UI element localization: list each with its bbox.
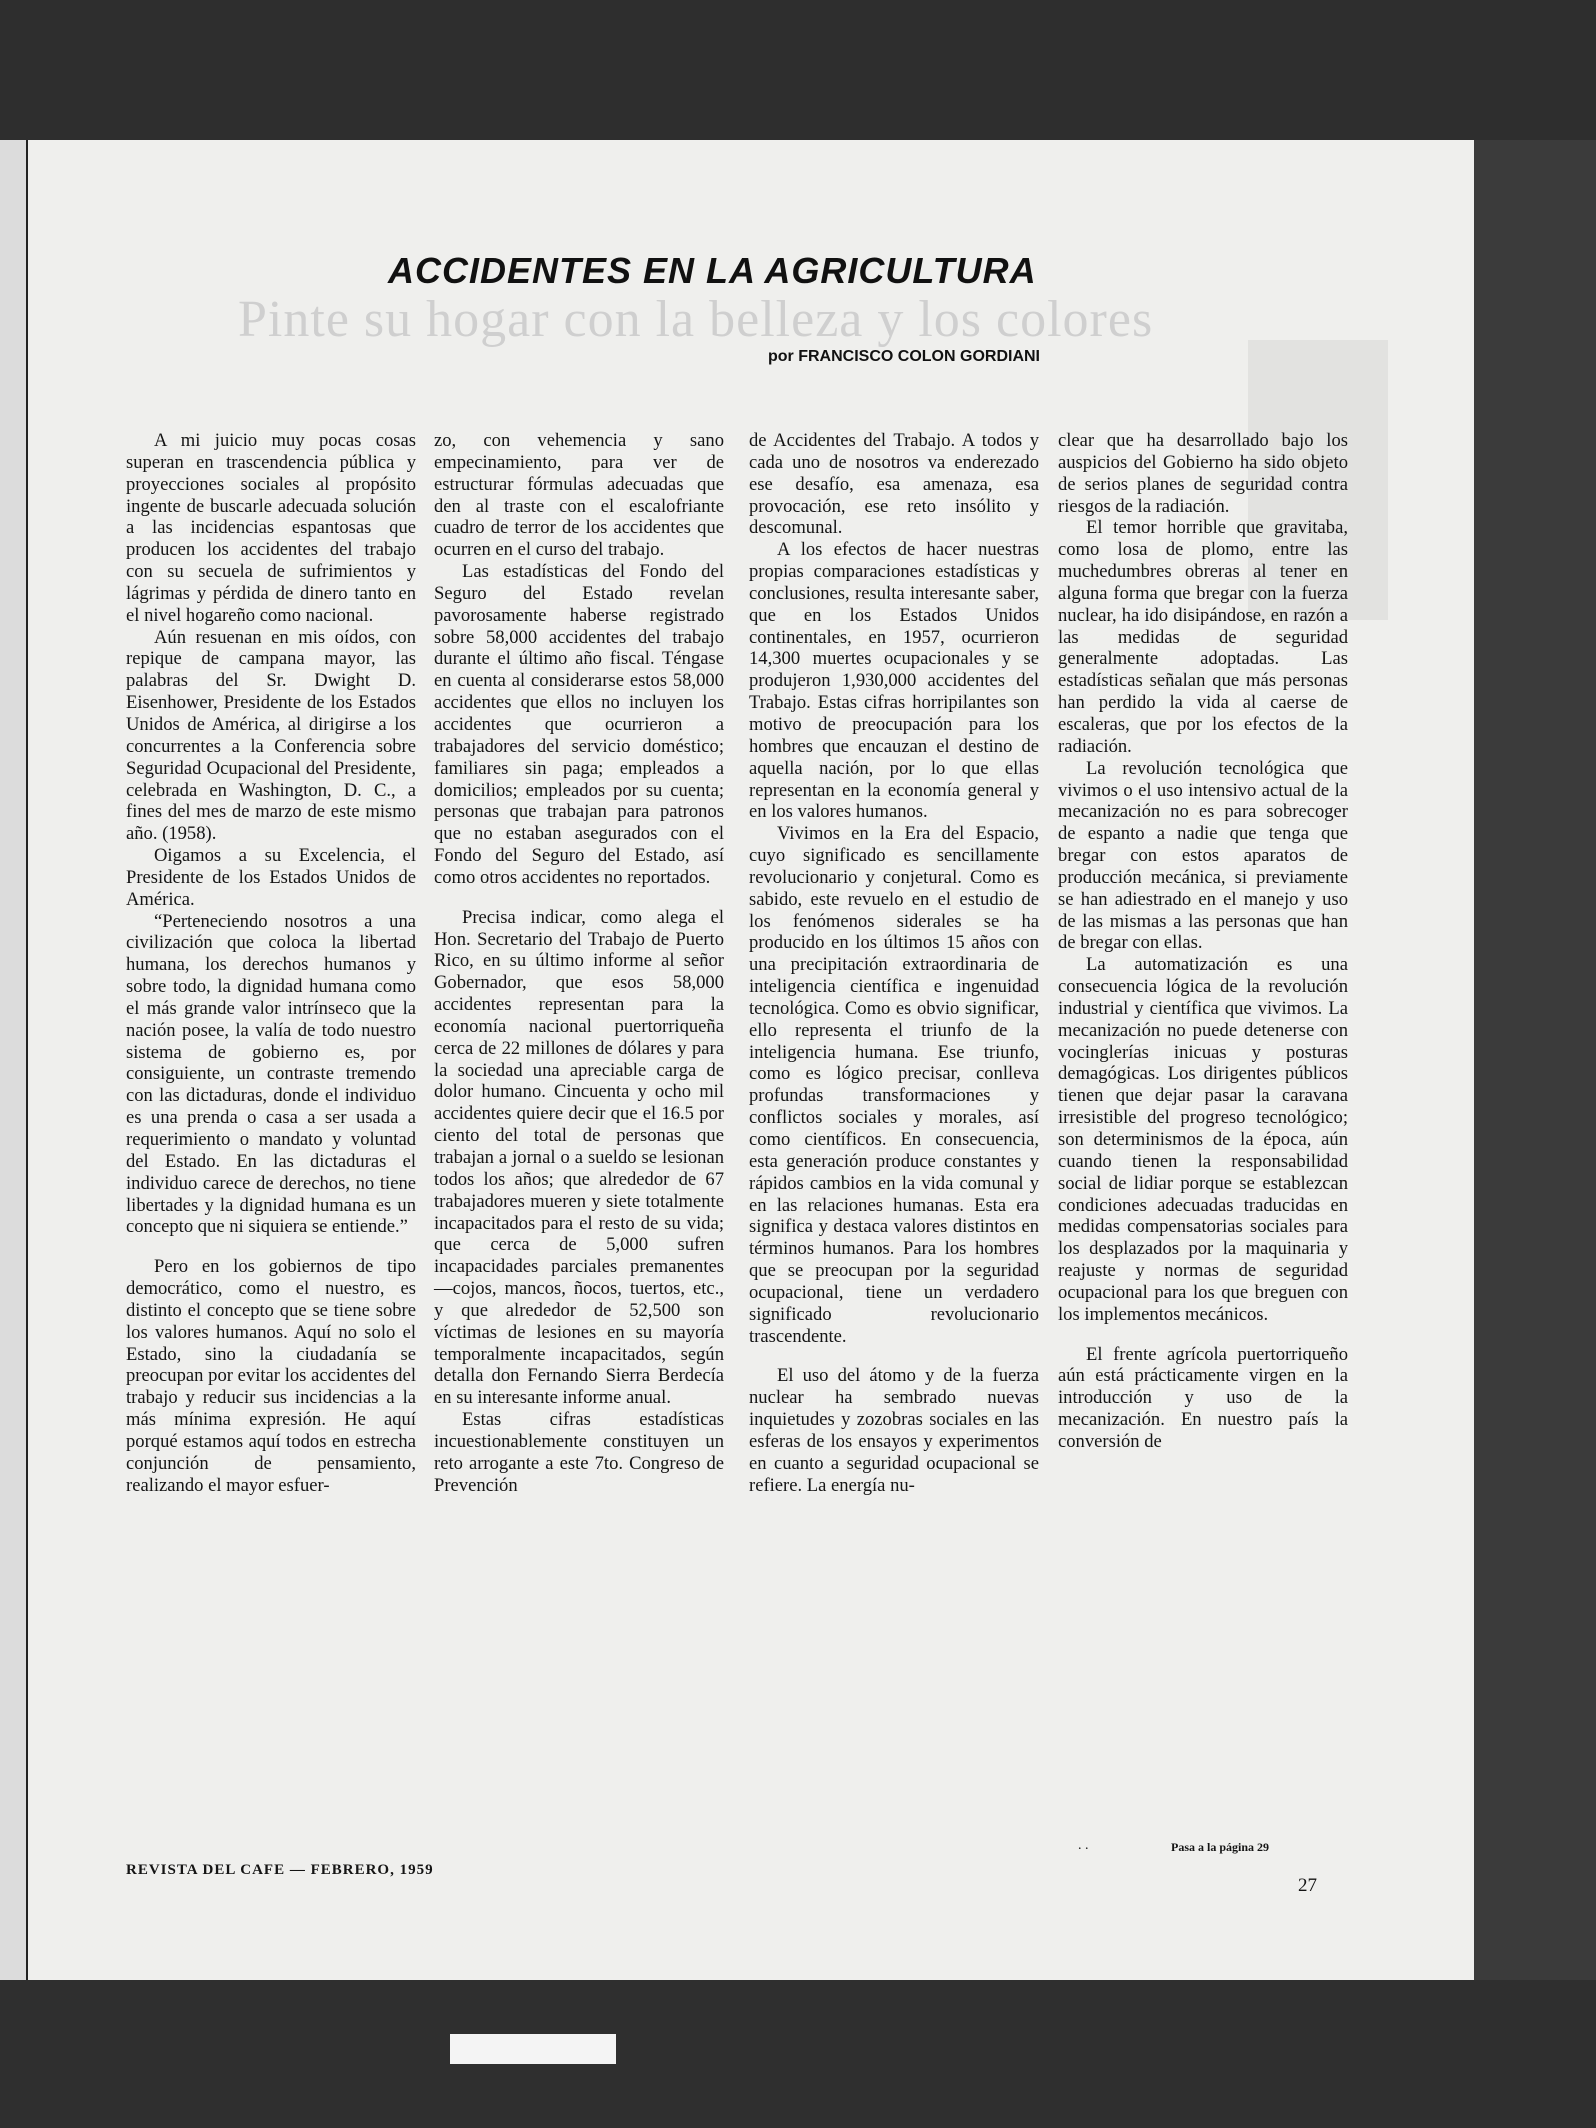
paragraph: Precisa indicar, como alega el Hon. Secretario del Trabajo de Puerto Rico, en su último informe al señor Gobernador, que esos 58,000 accidentes representan para la economía nacional puertorriqueña cerca de 22 millones de dólares y para la sociedad una apreciable carga de dolor humano. Cincuenta y ocho mil accidentes quiere decir que el 16.5 por ciento del total de personas que trabajan a jornal o a sueldo se lesionan todos los años; que alrededor de 67 trabajadores mueren y siete totalmente incapacitados para el resto de su vida; que cerca de 5,000 sufren incapacidades parciales premanentes —cojos, mancos, ñocos, tuertos, etc., y que alrededor de 52,500 son víctimas de lesiones en su mayoría temporalmente incapacitados, según detalla don Fernando Sierra Berdecía en su interesante informe anual. [434, 906, 724, 1409]
text-column-1 [126, 430, 416, 1497]
paragraph: Pero en los gobiernos de tipo democrático, como el nuestro, es distinto el concepto que se tiene sobre los valores humanos. Aquí no solo el Estado, sino la ciudadanía se preocupan por evitar los accidentes del trabajo y reducir sus incidencias a la más mínima expresión. He aquí porqué estamos aquí todos en estrecha conjunción de pensamiento, realizando el mayor esfuer- [126, 1256, 416, 1496]
paragraph: El temor horrible que gravitaba, como losa de plomo, entre las muchedumbres obreras al tener en alguna forma que bregar con la fuerza nuclear, ha ido disipándose, en razón a las medidas de seguridad generalmente adoptadas. Las estadísticas señalan que más personas han perdido la vida al caerse de escaleras, que por los efectos de la radiación. [1058, 517, 1348, 757]
paragraph: zo, con vehemencia y sano empecinamiento, para ver de estructurar fórmulas adecuadas que den al traste con el escalofriante cuadro de terror de los accidentes que ocurren en el curso del trabajo. [434, 430, 724, 561]
text-column-2 [434, 430, 724, 1497]
text-column-3 [749, 430, 1039, 1497]
publication-footer: REVISTA DEL CAFE — FEBRERO, 1959 [126, 1862, 434, 1878]
paragraph: Estas cifras estadísticas incuestionablemente constituyen un reto arrogante a este 7to. Congreso de Prevención [434, 1409, 724, 1496]
paragraph: clear que ha desarrollado bajo los auspicios del Gobierno ha sido objeto de serios planes de seguridad contra riesgos de la radiación. [1058, 430, 1348, 517]
paragraph: de Accidentes del Trabajo. A todos y cada uno de nosotros va enderezado ese desafío, esa amenaza, esa provocación, ese reto insólito y descomunal. [749, 430, 1039, 539]
article-title: ACCIDENTES EN LA AGRICULTURA [388, 250, 1037, 291]
paragraph: Aún resuenan en mis oídos, con repique de campana mayor, las palabras del Sr. Dwight D. Eisenhower, Presidente de los Estados Unidos de América, al dirigirse a los concurrentes a la Conferencia sobre Seguridad Ocupacional del Presidente, celebrada en Washington, D. C., a fines del mes de marzo de este mismo año. (1958). [126, 626, 416, 845]
paragraph: “Perteneciendo nosotros a una civilización que coloca la libertad humana, los derechos humanos y sobre todo, la dignidad humana como el más grande valor intrínseco que la nación posee, la valía de todo nuestro sistema de gobierno es, por consiguiente, un contraste tremendo con las dictaduras, donde el individuo es una prenda o casa a ser usada a requerimiento o mandato y voluntad del Estado. En las dictaduras el individuo carece de derechos, no tiene libertades y la dignidad humana es un concepto que ni siquiera se entiende.” [126, 910, 416, 1238]
paragraph: La automatización es una consecuencia lógica de la revolución industrial y científica que vivimos. La mecanización no puede detenerse con vocinglerías inicuas y posturas demagógicas. Los dirigentes públicos tienen que dejar pasar la caravana irresistible del progreso tecnológico; son determinismos de la época, aún cuando tienen la responsabilidad social de lidiar porque se establezcan condiciones adecuadas traducidas en medidas compensatorias sociales para los desplazados por la maquinaria y reajuste y normas de seguridad ocupacional para los que breguen con los implementos mecánicos. [1058, 954, 1348, 1325]
paragraph: Oigamos a su Excelencia, el Presidente de los Estados Unidos de América. [126, 845, 416, 910]
show-through-text: Pinte su hogar con la belleza y los colores [238, 291, 1154, 348]
magazine-page [28, 140, 1474, 1980]
paragraph: El frente agrícola puertorriqueño aún está prácticamente virgen en la introducción y uso de la mecanización. En nuestro país la conversión de [1058, 1343, 1348, 1452]
text-column-4 [1058, 430, 1348, 1453]
blank-label [450, 2034, 616, 2064]
scan-background-right [1474, 140, 1596, 1980]
scan-background-top [0, 0, 1596, 140]
article-byline: por FRANCISCO COLON GORDIANI [768, 348, 1040, 365]
paragraph: La revolución tecnológica que vivimos o el uso intensivo actual de la mecanización no es para sobrecoger de espanto a nadie que tenga que bregar con estos aparatos de producción mecánica, si previamente se han adiestrado en el manejo y uso de las mismas a las personas que han de bregar con ellas. [1058, 757, 1348, 954]
paragraph: A los efectos de hacer nuestras propias comparaciones estadísticas y conclusiones, resulta interesante saber, que en los Estados Unidos continentales, en 1957, ocurrieron 14,300 muertes ocupacionales y se produjeron 1,930,000 accidentes del Trabajo. Estas cifras horripilantes son motivo de preocupación para los hombres que encauzan el destino de aquella nación, por lo que ellas representan en la economía general y en los valores humanos. [749, 539, 1039, 823]
page-number: 27 [1298, 1875, 1317, 1896]
paragraph: Vivimos en la Era del Espacio, cuyo significado es sencillamente revolucionario y conjetural. Como es sabido, este revuelo en el estudio de los fenómenos siderales se ha producido en los últimos 15 años con una precipitación extraordinaria de inteligencia científica e ingenuidad tecnológica. Como es obvio significar, ello representa el triunfo de la inteligencia humana. Ese triunfo, como es lógico precisar, conlleva profundas transformaciones y conflictos sociales y morales, así como científicos. En consecuencia, esta generación produce constantes y rápidos cambios en la vida comunal y en las relaciones humanas. Esta era significa y destaca valores distintos en términos humanos. Para los hombres que se preocupan por la seguridad ocupacional, tiene un verdadero significado revolucionario trascendente. [749, 823, 1039, 1347]
paragraph: A mi juicio muy pocas cosas superan en trascendencia pública y proyecciones sociales al propósito ingente de buscarle adecuada solución a las incidencias espantosas que producen los accidentes del trabajo con su secuela de sufrimientos y lágrimas y pérdida de dinero tanto en el nivel hogareño como nacional. [126, 430, 416, 626]
paragraph: El uso del átomo y de la fuerza nuclear ha sembrado nuevas inquietudes y zozobras sociales en las esferas de los ensayos y experimentos en cuanto a seguridad ocupacional se refiere. La energía nu- [749, 1365, 1039, 1496]
continuation-dots: . . [1078, 1838, 1089, 1853]
facing-page-edge [0, 140, 29, 1980]
continued-on-page: Pasa a la página 29 [1171, 1840, 1270, 1854]
scan-background-bottom [0, 1980, 1596, 2128]
paragraph: Las estadísticas del Fondo del Seguro del Estado revelan pavorosamente haberse registrado sobre 58,000 accidentes del trabajo durante el último año fiscal. Téngase en cuenta al considerarse estos 58,000 accidentes que ellos no incluyen los accidentes que ocurrieron a trabajadores del servicio doméstico; familiares sin paga; empleados a domicilios; empleados por su cuenta; personas que trabajan para patronos que no estaban asegurados con el Fondo del Seguro del Estado, así como otros accidentes no reportados. [434, 561, 724, 888]
